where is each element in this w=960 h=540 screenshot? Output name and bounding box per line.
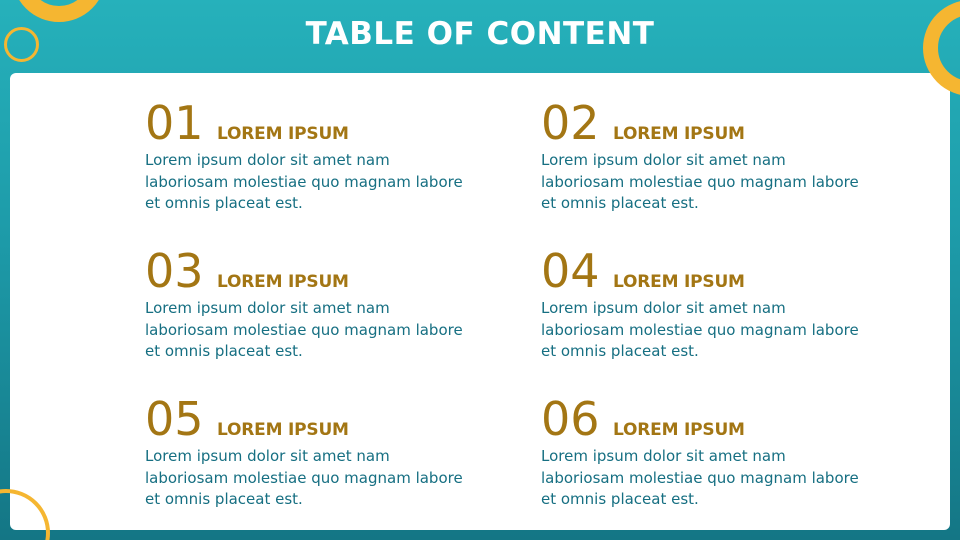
toc-item-01 [145,96,475,215]
toc-item-header [541,244,871,298]
toc-item-header [541,392,871,446]
toc-item-description: Lorem ipsum dolor sit amet nam laboriosam molestiae quo magnam labore et omnis placeat est. [541,151,859,212]
toc-item-label: LOREM IPSUM [613,124,745,144]
toc-item-number: 02 [541,96,600,150]
toc-item-label: LOREM IPSUM [217,124,349,144]
toc-item-02 [541,96,871,215]
toc-item-04 [541,244,871,363]
toc-item-description: Lorem ipsum dolor sit amet nam laboriosam molestiae quo magnam labore et omnis placeat est. [541,447,859,508]
toc-item-description: Lorem ipsum dolor sit amet nam laboriosam molestiae quo magnam labore et omnis placeat est. [145,447,463,508]
toc-item-number: 05 [145,392,204,446]
slide-title: TABLE OF CONTENT [305,16,655,52]
toc-item-number: 01 [145,96,204,150]
toc-item-label: LOREM IPSUM [613,272,745,292]
toc-item-header [145,244,475,298]
toc-item-number: 06 [541,392,600,446]
toc-item-label: LOREM IPSUM [217,420,349,440]
toc-item-06 [541,392,871,511]
toc-item-number: 04 [541,244,600,298]
toc-item-03 [145,244,475,363]
toc-item-label: LOREM IPSUM [217,272,349,292]
toc-item-description: Lorem ipsum dolor sit amet nam laboriosam molestiae quo magnam labore et omnis placeat est. [145,151,463,212]
toc-item-description: Lorem ipsum dolor sit amet nam laboriosam molestiae quo magnam labore et omnis placeat est. [145,299,463,360]
toc-item-description: Lorem ipsum dolor sit amet nam laboriosam molestiae quo magnam labore et omnis placeat est. [541,299,859,360]
toc-item-label: LOREM IPSUM [613,420,745,440]
toc-item-header [541,96,871,150]
toc-item-number: 03 [145,244,204,298]
toc-item-05 [145,392,475,511]
toc-item-header [145,96,475,150]
toc-item-header [145,392,475,446]
decorative-small-ring-top-left [4,27,39,62]
